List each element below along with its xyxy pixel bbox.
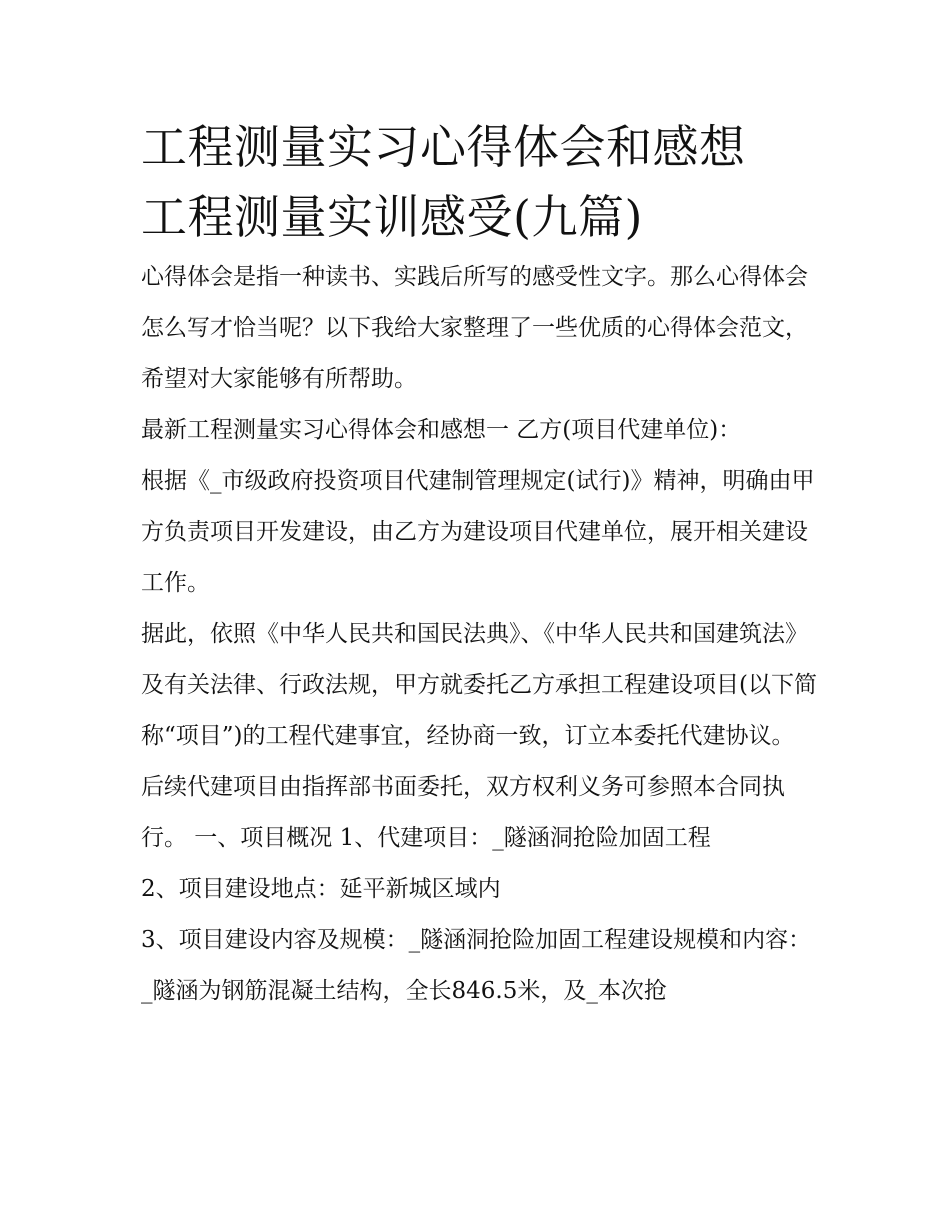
document-title bbox=[141, 112, 821, 252]
paragraph-intro: 心得体会是指一种读书、实践后所写的感受性文字。那么心得体会怎么写才恰当呢？以下我给大家整理了一些优质的心得体会范文，希望对大家能够有所帮助。 bbox=[141, 264, 808, 392]
document-body bbox=[141, 112, 821, 1017]
paragraph-legal-basis: 据此，依照《中华人民共和国民法典》、《中华人民共和国建筑法》及有关法律、行政法规，甲方就委托乙方承担工程建设项目(以下简称“项目”)的工程代建事宜，经协商一致，订立本委托代建协议。 bbox=[141, 621, 817, 749]
paragraph-project-overview: 后续代建项目由指挥部书面委托，双方权利义务可参照本合同执行。 一、项目概况 1、代建项目：_隧涵洞抢险加固工程 bbox=[141, 774, 785, 851]
title-line-1: 工程测量实习心得体会和感想 bbox=[141, 120, 746, 174]
title-line-2: 工程测量实训感受(九篇) bbox=[141, 190, 643, 244]
paragraph-project-scope: 3、项目建设内容及规模：_隧涵洞抢险加固工程建设规模和内容：_隧涵为钢筋混凝土结构，全长846.5米，及_本次抢 bbox=[141, 927, 812, 1004]
paragraph-project-location: 2、项目建设地点：延平新城区域内 bbox=[141, 876, 501, 902]
paragraph-section-heading: 最新工程测量实习心得体会和感想一 乙方(项目代建单位)： bbox=[141, 417, 742, 443]
paragraph-basis: 根据《_市级政府投资项目代建制管理规定(试行)》精神，明确由甲方负责项目开发建设，由乙方为建设项目代建单位，展开相关建设工作。 bbox=[141, 468, 815, 596]
